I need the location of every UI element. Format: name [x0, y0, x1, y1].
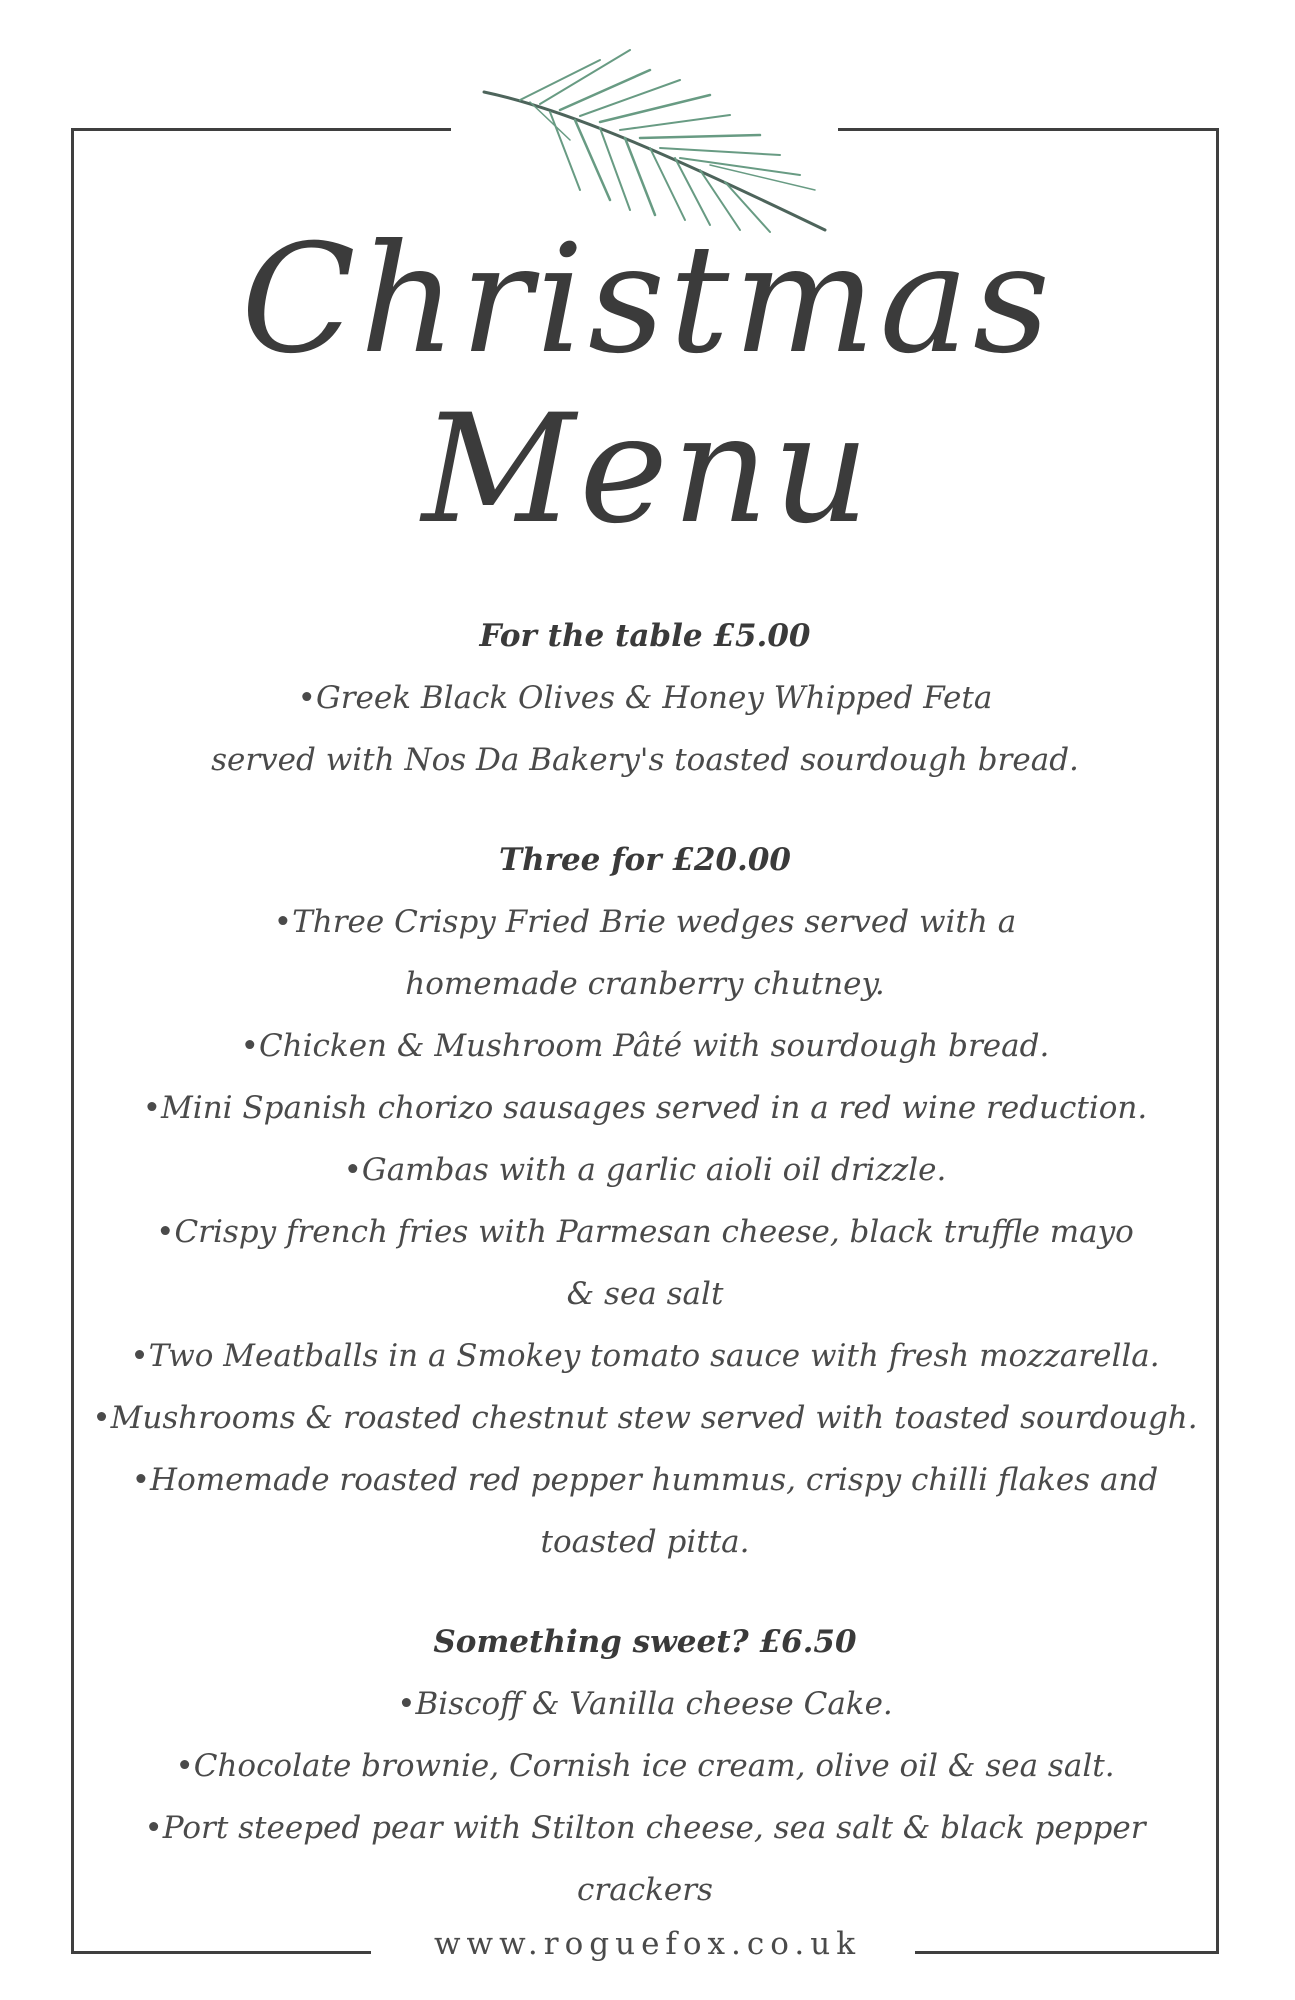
menu-item-line: •Mushrooms & roasted chestnut stew served with toasted sourdough. — [92, 1400, 1198, 1436]
menu-item-line: •Crispy french fries with Parmesan cheese, black truffle mayo — [156, 1214, 1134, 1250]
section-three-for — [74, 829, 1216, 1573]
website-link[interactable]: www.roguefox.co.uk — [434, 1926, 861, 1962]
section-title: Something sweet? £6.50 — [433, 1624, 857, 1660]
title-menu: Menu — [421, 383, 874, 557]
menu-item-line: •Port steeped pear with Stilton cheese, sea salt & black pepper crackers — [144, 1810, 1146, 1908]
section-title: Three for £20.00 — [499, 842, 791, 878]
frame-top-left — [71, 128, 451, 131]
pine-branch-icon — [480, 40, 840, 240]
menu-item-line: •Gambas with a garlic aioli oil drizzle. — [343, 1152, 947, 1188]
section-for-the-table — [74, 605, 1216, 791]
menu-item-line: & sea salt — [566, 1276, 724, 1312]
menu-body — [74, 605, 1216, 1921]
menu-item-line: •Biscoff & Vanilla cheese Cake. — [397, 1686, 893, 1722]
menu-item-line: •Two Meatballs in a Smokey tomato sauce with fresh mozzarella. — [130, 1338, 1160, 1374]
menu-item-line: •Homemade roasted red pepper hummus, crispy chilli flakes and — [131, 1462, 1159, 1498]
menu-item-line: •Greek Black Olives & Honey Whipped Feta — [297, 680, 993, 716]
menu-item-line: •Three Crispy Fried Brie wedges served with a — [273, 904, 1017, 940]
menu-item-line: •Chocolate brownie, Cornish ice cream, olive oil & sea salt. — [175, 1748, 1115, 1784]
menu-item-line: •Mini Spanish chorizo sausages served in a red wine reduction. — [142, 1090, 1148, 1126]
menu-item-line: toasted pitta. — [540, 1524, 750, 1560]
menu-item-line: served with Nos Da Bakery's toasted sourdough bread. — [211, 742, 1079, 778]
section-something-sweet — [74, 1611, 1216, 1921]
menu-item-line: •Chicken & Mushroom Pâté with sourdough bread. — [240, 1028, 1050, 1064]
title-christmas: Christmas — [241, 213, 1054, 387]
section-title: For the table £5.00 — [479, 618, 811, 654]
frame-top-right — [838, 128, 1219, 131]
menu-item-line: homemade cranberry chutney. — [405, 966, 885, 1002]
